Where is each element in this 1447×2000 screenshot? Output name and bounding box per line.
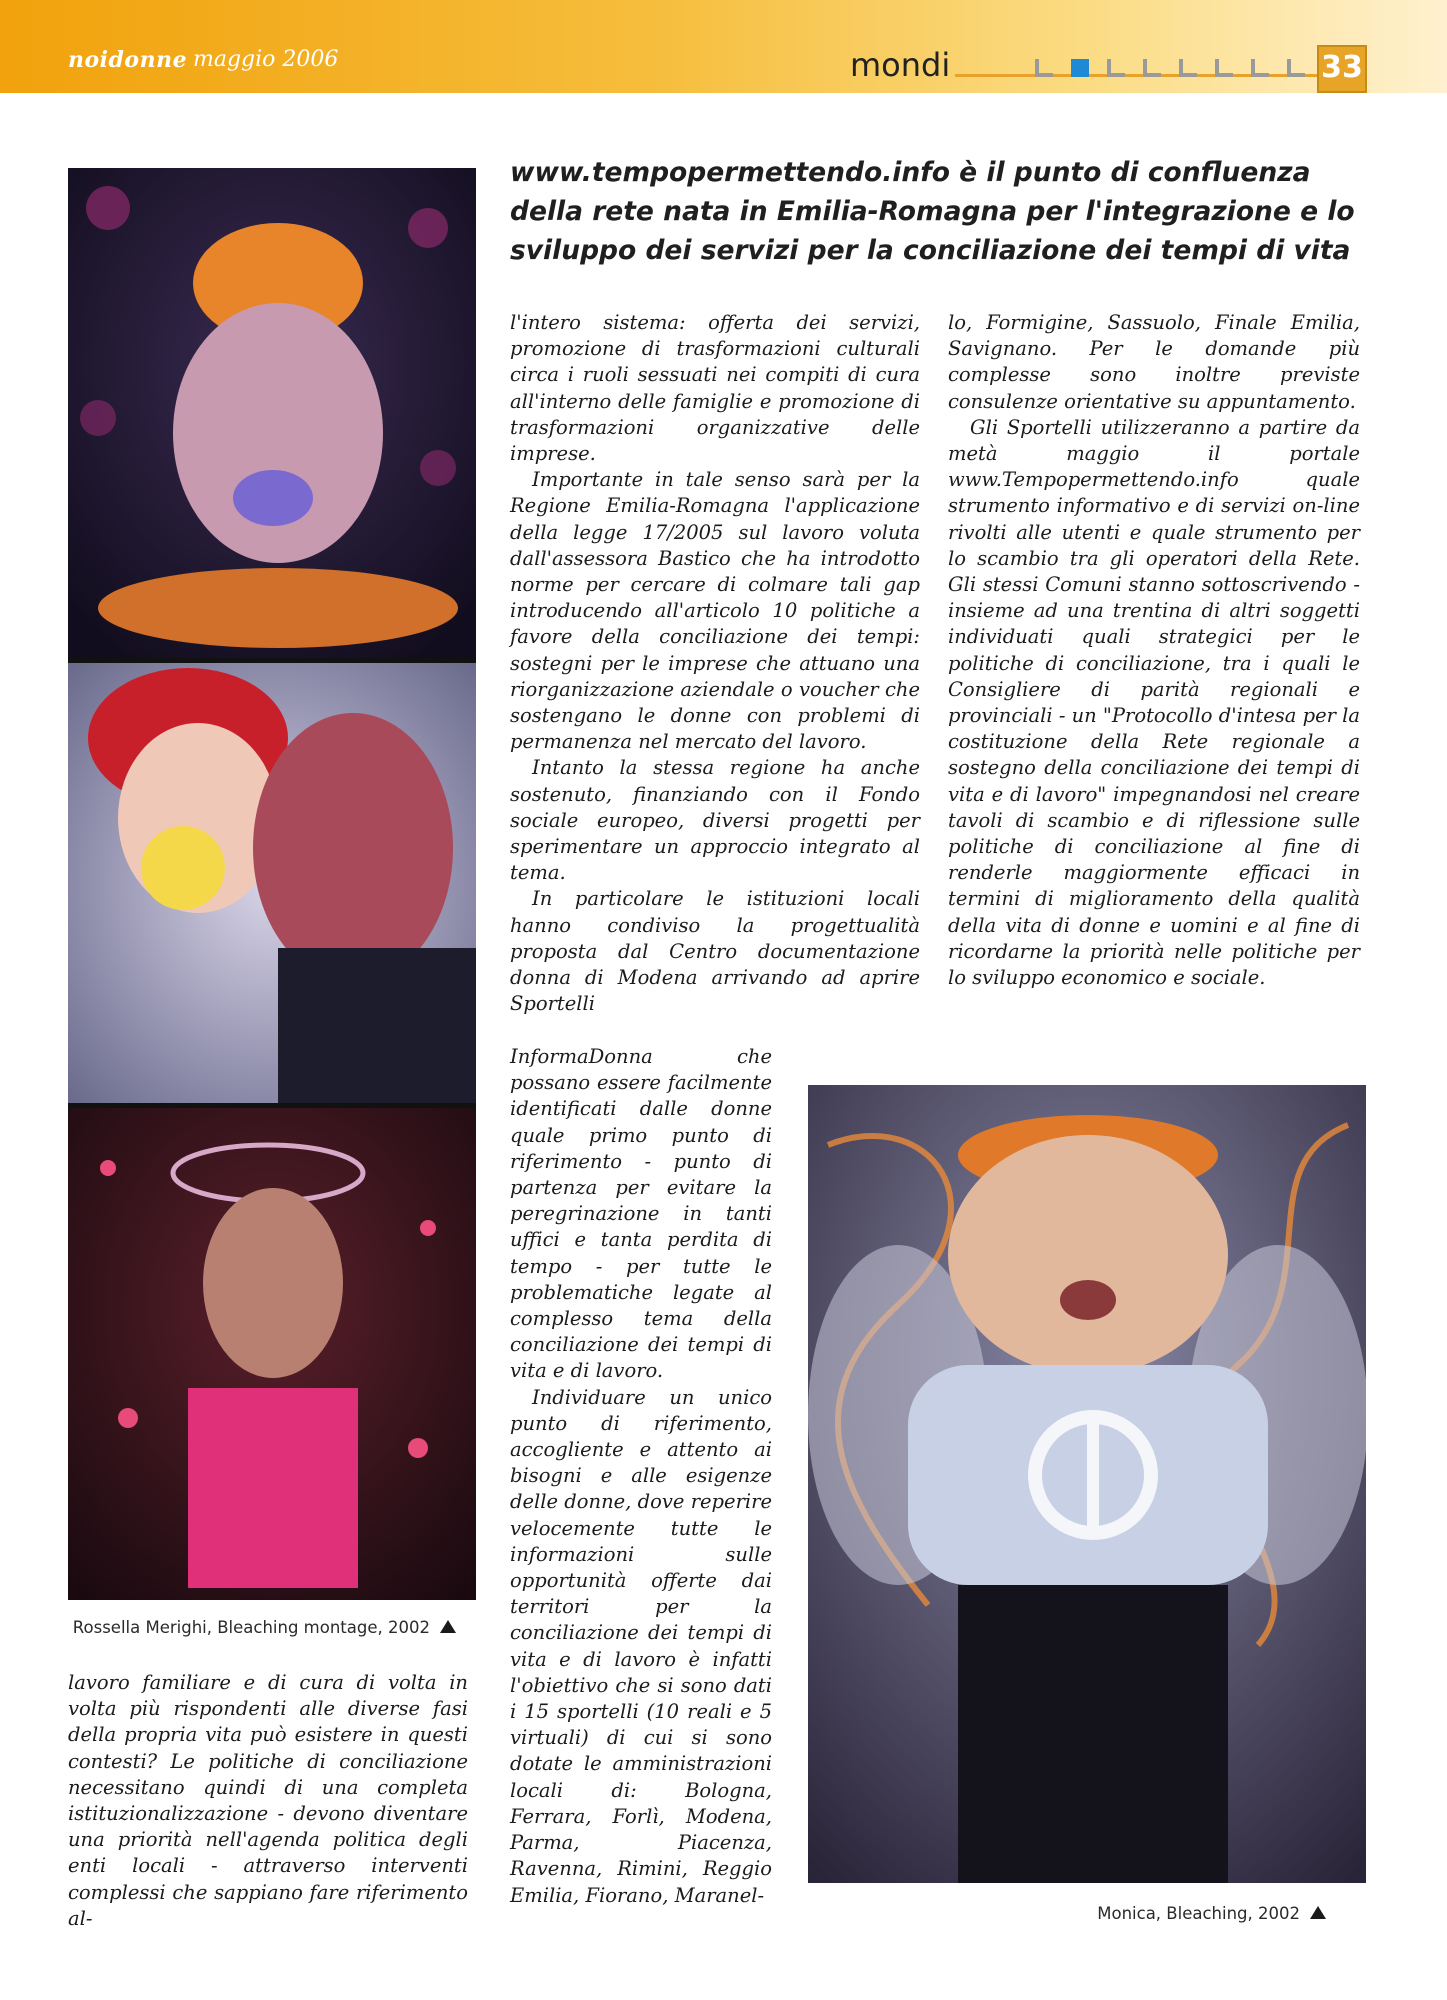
section-box-active (1071, 59, 1089, 77)
flower-ornament (86, 186, 130, 230)
page-number: 33 (1321, 50, 1363, 85)
paragraph: lavoro familiare e di cura di volta in volta più rispondenti alle diverse fasi della propria vita può esistere in questi contesti? Le politiche di conciliazione necessitano quindi di una completa istituzionalizzazione - devono diventare una priorità nell'agenda politica degli enti locali - attraverso interventi complessi che sappiano fare riferimento al- (68, 1671, 468, 1930)
triangle-up-icon (1310, 1906, 1326, 1919)
flower-ornament (80, 400, 116, 436)
triangle-up-icon (440, 1620, 456, 1633)
text-column-right (948, 310, 1360, 991)
section-box (1035, 59, 1053, 77)
caption-right (808, 1904, 1326, 1923)
section-box (1287, 59, 1305, 77)
man-face-shape (253, 713, 453, 983)
paragraph: InformaDonna che possano essere facilmente identificati dalle donne quale primo punto di riferimento - punto di partenza per evitare la peregrinazione in tanti uffici e tanta perdita di tempo - per tutte le problematiche legate al complesso tema della conciliazione dei tempi di vita e di lavoro. (510, 1045, 772, 1383)
paragraph: Individuare un unico punto di riferimento, accogliente e attento ai bisogni e alle esigenze delle donne, dove reperire velocemente tutte le informazioni sulle opportunità offerte dai territori per la conciliazione dei tempi di vita e di lavoro è infatti l'obiettivo che si sono dati i 15 sportelli (10 reali e 5 virtuali) di cui si sono dotate le amministrazioni locali di: Bologna, Ferrara, Forlì, Modena, Parma, Piacenza, Ravenna, Rimini, Reggio Emilia, Fiorano, Maranel- (510, 1385, 772, 1907)
girl-dress-shape (188, 1388, 358, 1588)
flower-ornament (408, 208, 448, 248)
artwork-montage (68, 168, 476, 1600)
artwork-baby (808, 1085, 1366, 1883)
text-column-left (68, 1670, 468, 1932)
paragraph: In particolare le istituzioni locali hanno condiviso la progettualità proposta dal Centro documentazione donna di Modena arrivando ad aprire Sportelli (510, 887, 920, 1016)
baby-face-shape (948, 1135, 1228, 1375)
caption-right-text: Monica, Bleaching, 2002 (1097, 1904, 1300, 1923)
star-ornament (420, 1220, 436, 1236)
section-box (1143, 59, 1161, 77)
paragraph: Intanto la stessa regione ha anche sostenuto, finanziando con il Fondo sociale europeo, diversi progetti per sperimentare un approccio integrato al tema. (510, 756, 920, 885)
section-box (1215, 59, 1233, 77)
section-box (1179, 59, 1197, 77)
star-ornament (118, 1408, 138, 1428)
magazine-name: noidonne (68, 47, 188, 73)
paragraph: l'intero sistema: offerta dei servizi, promozione di trasformazioni culturali circa i ruoli sessuati nei compiti di cura all'interno delle famiglie e promozione di trasformazioni organizzative delle imprese. (510, 311, 920, 466)
star-ornament (100, 1160, 116, 1176)
mouth-shape (233, 470, 313, 526)
star-ornament (408, 1438, 428, 1458)
baby-pants-shape (958, 1585, 1228, 1883)
caption-left (68, 1618, 456, 1637)
girl-face-shape (203, 1188, 343, 1378)
baby-mouth-shape (1060, 1280, 1116, 1320)
section-box (1107, 59, 1125, 77)
text-column-middle (510, 310, 920, 1017)
man-suit-shape (278, 948, 476, 1103)
paragraph: lo, Formigine, Sassuolo, Finale Emilia, Savignano. Per le domande più complesse sono inoltre previste consulenze orientative su appuntamento. (948, 311, 1360, 413)
paragraph: Importante in tale senso sarà per la Regione Emilia-Romagna l'applicazione della legge 17/2005 sul lavoro voluta dall'assessora Bastico che ha introdotto norme per cercare di colmare tali gap introducendo all'articolo 10 politiche a favore della conciliazione dei tempi: sostegni per le imprese che attuano una riorganizzazione aziendale o voucher che sostengano le donne con problemi di permanenza nel mercato del lavoro. (510, 468, 920, 754)
caption-left-text: Rossella Merighi, Bleaching montage, 2002 (72, 1618, 430, 1637)
issue-date: maggio 2006 (193, 47, 339, 72)
page-number-box (1317, 45, 1367, 93)
article-headline: www.tempopermettendo.info è il punto di confluenza della rete nata in Emilia-Romagna per l'integrazione e lo sviluppo dei servizi per la conciliazione dei tempi di vita (510, 157, 1355, 266)
flower-ornament (420, 450, 456, 486)
section-box (1251, 59, 1269, 77)
collar-shape (98, 568, 458, 648)
text-column-middle-narrow (510, 1044, 772, 1909)
section-name: mondi (850, 46, 951, 84)
lollipop-shape (141, 826, 225, 910)
paragraph: Gli Sportelli utilizzeranno a partire da metà maggio il portale www.Tempopermettendo.info quale strumento informativo e di servizi on-line rivolti alle utenti e quale strumento per lo scambio tra gli operatori della Rete. Gli stessi Comuni stanno sottoscrivendo - insieme ad una trentina di altri soggetti individuati quali strategici per le politiche di conciliazione, tra i quali le Consigliere di parità regionali e provinciali - un "Protocollo d'intesa per la costituzione della Rete regionale a sostegno della conciliazione dei tempi di vita e di lavoro" impegnandosi nel creare tavoli di scambio e di riflessione sulle politiche di conciliazione al fine di renderle maggiormente efficaci in termini di miglioramento della qualità della vita di donne e uomini e al fine di ricordarne la priorità nelle politiche per lo sviluppo economico e sociale. (948, 415, 1360, 990)
